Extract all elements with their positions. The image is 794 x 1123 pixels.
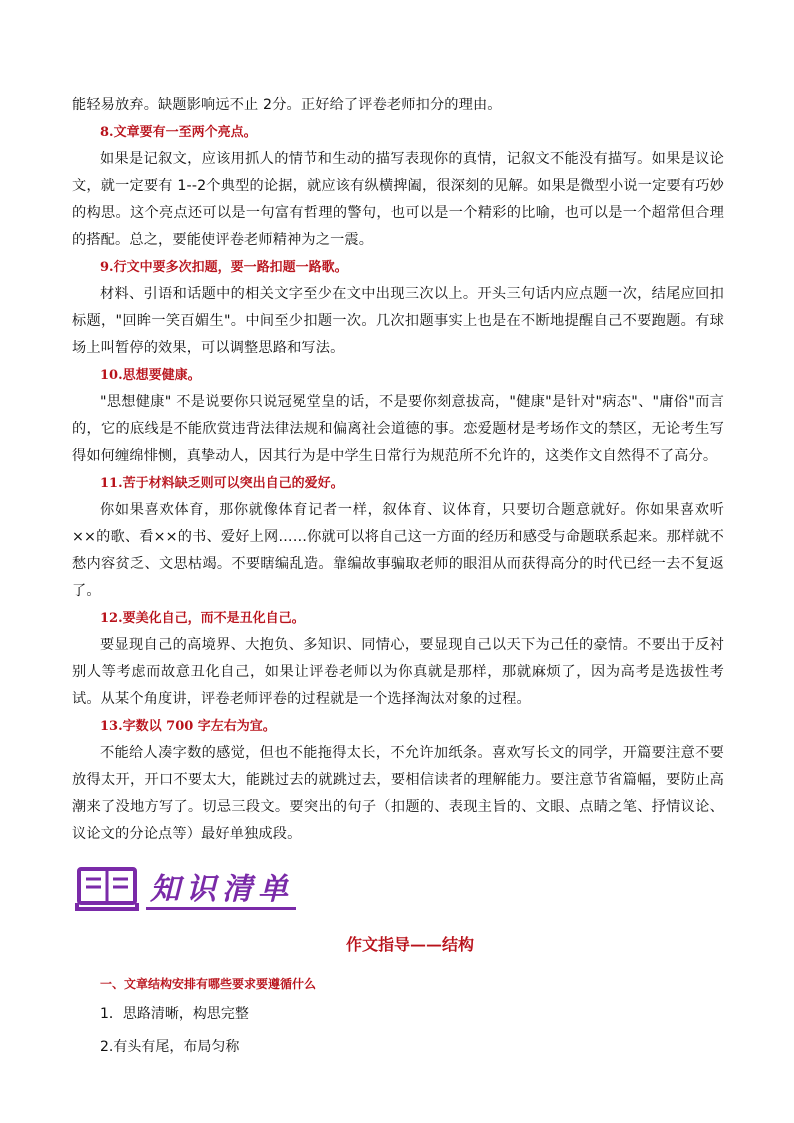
paragraph-point-9: 材料、引语和话题中的相关文字至少在文中出现三次以上。开头三句话内应点题一次，结尾应回扣标题，"回眸一笑百媚生"。中间至少扣题一次。几次扣题事实上也是在不断地提醒自己不要跑题。有球场上叫暂停的效果，可以调整思路和写法。 xyxy=(72,286,724,356)
heading-point-8: 8.文章要有一至两个亮点。 xyxy=(100,125,257,140)
banner-label: 知识清单 xyxy=(150,872,294,907)
heading-point-13: 13.字数以 700 字左右为宜。 xyxy=(100,719,276,734)
paragraph-point-13: 不能给人凑字数的感觉，但也不能拖得太长，不允许加纸条。喜欢写长文的同学，开篇要注意不要放得太开，开口不要太大，能跳过去的就跳过去，要相信读者的理解能力。要注意节省篇幅，要防止高潮来了没地方写了。切忌三段文。要突出的句子（扣题的、表现主旨的、文眼、点睛之笔、抒情议论、议论文的分论点等）最好单独成段。 xyxy=(72,745,724,842)
list-item: 2.有头有尾，布局匀称 xyxy=(100,1039,240,1055)
banner-underline xyxy=(146,907,296,910)
heading-point-12: 12.要美化自己，而不是丑化自己。 xyxy=(100,611,305,626)
heading-point-11: 11.苦于材料缺乏则可以突出自己的爱好。 xyxy=(100,476,344,491)
book-icon xyxy=(75,866,139,912)
paragraph-point-10: "思想健康" 不是说要你只说冠冕堂皇的话，不是要你刻意拔高，"健康"是针对"病态"、"庸俗"而言的，它的底线是不能欣赏违背法律法规和偏离社会道德的事。恋爱题材是考场作文的禁区，无论考生写得如何缠绵悱恻，真挚动人，因其行为是中学生日常行为规范所不允许的，这类作文自然得不了高分。 xyxy=(72,394,724,464)
heading-point-9: 9.行文中要多次扣题，要一路扣题一路歌。 xyxy=(100,260,348,275)
paragraph-point-12: 要显现自己的高境界、大抱负、多知识、同情心，要显现自己以天下为己任的豪情。不要出于反衬别人等考虑而故意丑化自己，如果让评卷老师以为你真就是那样，那就麻烦了，因为高考是选拔性考试。从某个角度讲，评卷老师评卷的过程就是一个选择淘汰对象的过程。 xyxy=(72,637,724,707)
list-item: 1．思路清晰，构思完整 xyxy=(100,1006,249,1022)
paragraph-point-11: 你如果喜欢体育，那你就像体育记者一样，叙体育、议体育，只要切合题意就好。你如果喜欢听××的歌、看××的书、爱好上网……你就可以将自己这一方面的经历和感受与命题联系起来。那样就不愁内容贫乏、文思枯竭。不要瞎编乱造。靠编故事骗取老师的眼泪从而获得高分的时代已经一去不复返了。 xyxy=(72,502,724,599)
knowledge-list-banner xyxy=(72,860,724,922)
page-title: 作文指导——结构 xyxy=(345,935,474,954)
section-heading: 一、文章结构安排有哪些要求要遵循什么 xyxy=(100,977,317,991)
paragraph-point-8: 如果是记叙文，应该用抓人的情节和生动的描写表现你的真情，记叙文不能没有描写。如果是议论文，就一定要有 1--2个典型的论据，就应该有纵横捭阖，很深刻的见解。如果是微型小说一定要有巧妙的构思。这个亮点还可以是一句富有哲理的警句，也可以是一个精彩的比喻，也可以是一个超常但合理的搭配。总之，要能使评卷老师精神为之一震。 xyxy=(72,151,724,248)
document-page xyxy=(72,92,724,1064)
heading-point-10: 10.思想要健康。 xyxy=(100,368,201,383)
paragraph-continued: 能轻易放弃。缺题影响远不止 2分。正好给了评卷老师扣分的理由。 xyxy=(72,97,502,113)
